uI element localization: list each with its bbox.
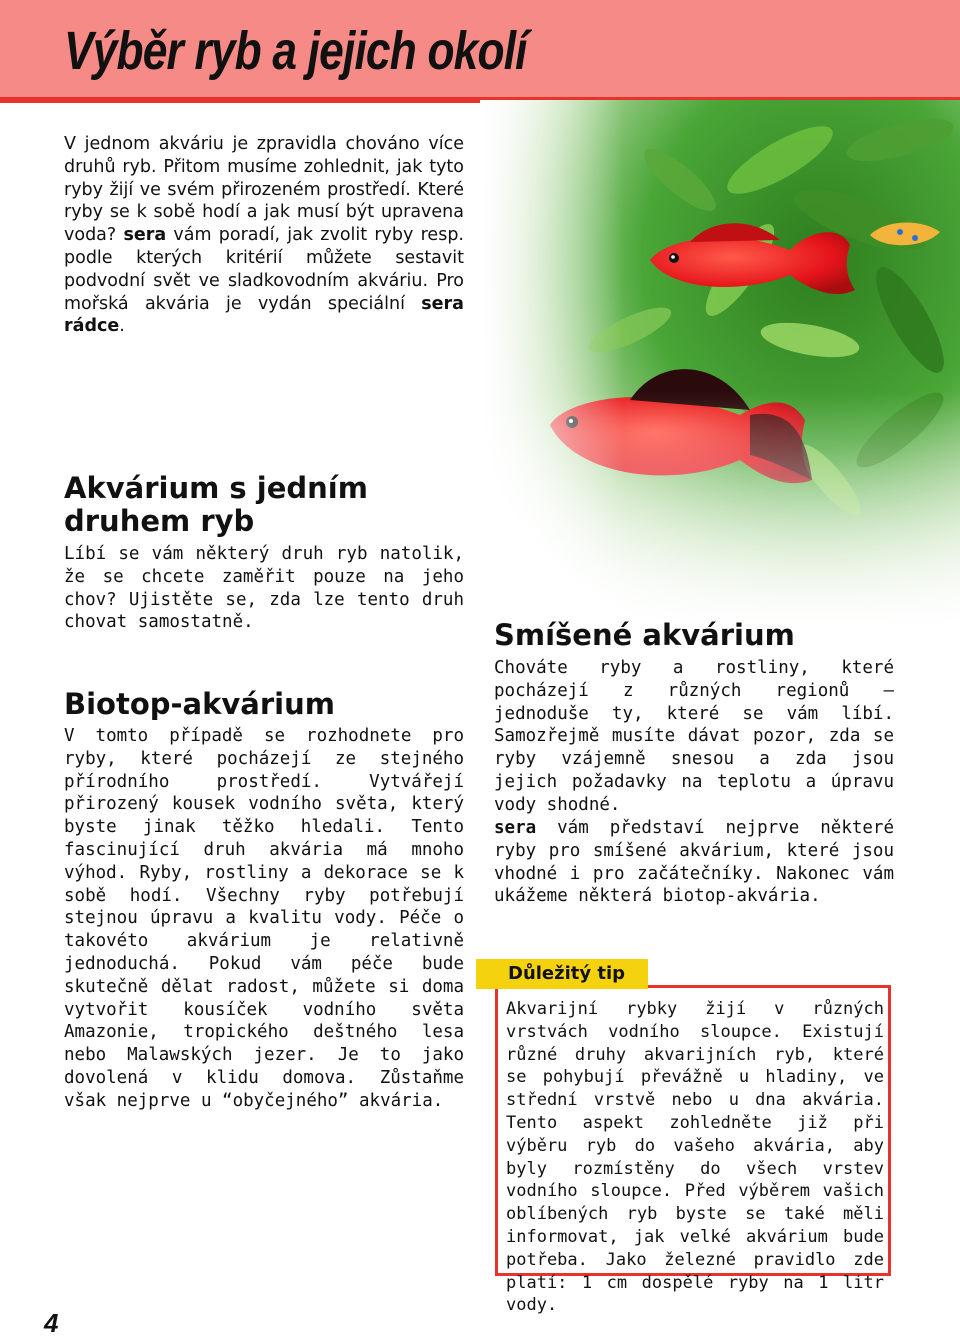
header-bar <box>0 0 960 103</box>
single-species-paragraph: Líbí se vám některý druh ryb natolik, že se chcete zaměřit pouze na jeho chov? Ujistěte se, zda lze tento druh chovat samostatně. <box>64 544 464 633</box>
page-number: 4 <box>44 1308 59 1338</box>
tip-text: Akvarijní rybky žijí v různých vrstvách vodního sloupce. Existují různé druhy akvarijních ryb, které se pohybují převážně u hladiny, ve střední vrstvě nebo u dna akvária. Tento aspekt zohledněte již při výběru ryb do vašeho akvária, aby byly rozmístěny do všech vrstev vodního sloupce. Před výběrem vašich oblíbených ryb byste se také měli informovat, jak velké akvárium bude potřeba. Jako železné pravidlo zde platí: 1 cm dospělé ryby na 1 litr vody. <box>506 999 884 1316</box>
brand-sera-guide: sera rádce <box>64 293 464 337</box>
intro-text-end: . <box>119 316 125 337</box>
aquarium-photo <box>480 100 960 630</box>
heading-single-species: Akvárium s jedním druhem ryb <box>64 471 368 538</box>
page-title: Výběr ryb a jejich okolí <box>64 21 527 81</box>
intro-text-1: V jednom akváriu je zpravidla chováno více druhů ryb. Přitom musíme zohlednit, jak tyto ryby žijí ve svém přirozeném prostředí. Které ryby se k sobě hodí a jak musí být upravena voda? <box>64 134 464 246</box>
tip-label: Důležitý tip <box>476 959 648 989</box>
biotop-paragraph: V tomto případě se rozhodnete pro ryby, které pocházejí ze stejného přírodního prostředí. Vytvářejí přirozený kousek vodního světa, který byste jinak těžko hledali. Tento fascinující druh akvária má mnoho výhod. Ryby, rostliny a dekorace se k sobě hodí. Všechny ryby potřebují stejnou úpravu a kvalitu vody. Péče o takovéto akvárium je relativně jednoduchá. Pokud vám péče bude skutečně dělat radost, můžete si doma vytvořit kousíček vodního světa Amazonie, tropického deštného lesa nebo Malawských jezer. Je to jako dovolená v klidu domova. Zůstaňme však nejprve u “obyčejného” akvária. <box>64 726 464 1111</box>
heading-mixed: Smíšené akvárium <box>494 618 795 652</box>
intro-text-2: vám poradí, jak zvolit ryby resp. podle kterých kritérií můžete sestavit podvodní svět ve sladkovodním akváriu. Pro mořská akvária je vydán speciální <box>64 225 464 314</box>
heading-biotop: Biotop-akvárium <box>64 687 335 721</box>
mixed-paragraph-2 <box>494 817 894 908</box>
brand-sera: sera <box>123 225 167 246</box>
mixed-text-2: vám představí nejprve některé ryby pro smíšené akvárium, které jsou vhodné i pro začátečníky. Nakonec vám ukážeme některá biotop-akvária. <box>494 818 894 907</box>
mixed-paragraph-1: Chováte ryby a rostliny, které pocházejí z různých regionů – jednoduše ty, které se vám líbí. Samozřejmě musíte dávat pozor, zda se ryby vzájemně snesou a zda jsou jejich požadavky na teplotu a úpravu vody shodné. <box>494 658 894 815</box>
brand-sera-mixed: sera <box>494 818 537 838</box>
intro-paragraph <box>64 133 464 338</box>
